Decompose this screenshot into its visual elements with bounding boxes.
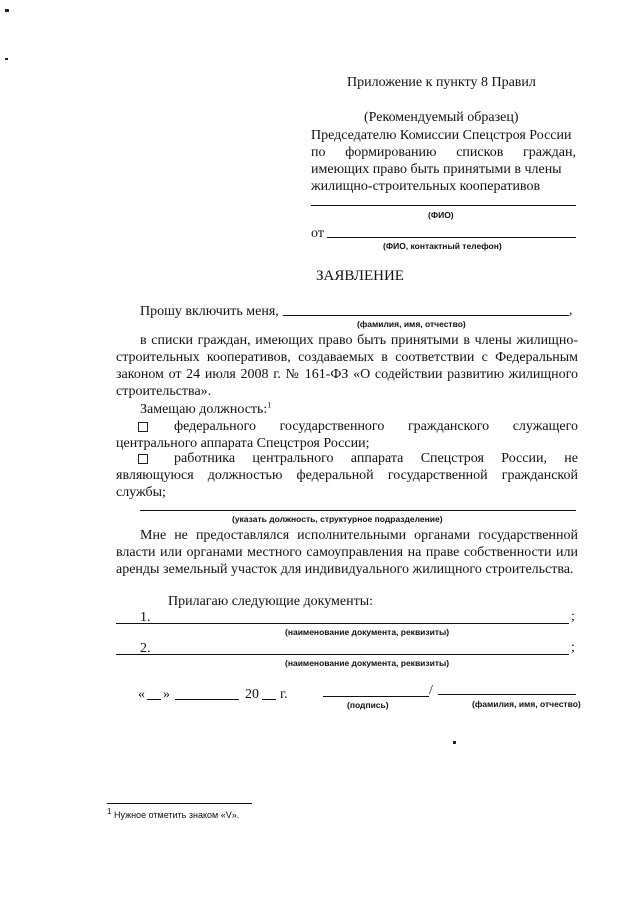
doc-number: 1. [140,610,151,625]
paragraph-2 [116,527,578,578]
from-label: от [311,226,324,241]
scan-speck [5,58,8,60]
scan-speck [5,9,9,12]
scan-speck [453,741,456,744]
checkbox-icon[interactable] [138,422,148,432]
doc-number: 2. [140,641,151,656]
option-2-cont [116,467,578,501]
year-suffix: г. [280,687,288,702]
position-caption: (указать должность, структурное подразделение) [232,514,443,524]
year-prefix: 20 [245,687,259,702]
document-title: ЗАЯВЛЕНИЕ [316,268,404,284]
paragraph-line: Мне не предоставлялся исполнительными органами государственной [140,528,578,543]
position-label-text: Замещаю должность: [140,402,268,417]
option-2 [138,450,578,467]
addressee-line: Председателю Комиссии Спецстроя России [311,128,572,143]
fio-caption: (ФИО) [428,210,454,220]
signature-name-caption: (фамилия, имя, отчество) [472,699,581,709]
addressee-line: имеющих право быть принятыми в члены [311,162,562,177]
option-line: службы; [116,485,166,500]
signature-slash: / [429,683,433,698]
paragraph-line: строительства». [116,384,212,399]
addressee-line: по формированию списков граждан, [311,145,576,160]
option-1 [138,418,578,435]
from-caption: (ФИО, контактный телефон) [383,241,502,251]
paragraph-line: в списки граждан, имеющих право быть принятыми в члены жилищно- [140,333,578,348]
year-line [262,699,276,700]
signature-line [323,696,429,697]
footnote [107,807,240,820]
footnote-separator [107,803,252,804]
date-open-quote: « [138,687,145,702]
footnote-reference: 1 [267,400,272,410]
paragraph-line: законом от 24 июля 2008 г. № 161-ФЗ «О содействии развитию жилищного [116,367,578,382]
option-line: центрального аппарата Спецстроя России; [116,436,370,451]
sample-note: (Рекомендуемый образец) [364,110,519,125]
signature-caption: (подпись) [347,700,389,710]
from-field-line [327,237,576,238]
doc-field-line [116,654,569,655]
date-month-line [175,699,239,700]
doc-field-line [116,623,569,624]
doc-end: ; [571,640,575,655]
attachments-label: Прилагаю следующие документы: [168,594,374,609]
option-line: федерального государственного гражданского служащего [174,419,578,434]
paragraph-line: аренды земельный участок для индивидуального жилищного строительства. [116,562,574,577]
date-close-quote: » [163,687,170,702]
option-line: работника центрального аппарата Спецстроя России, не [174,451,578,466]
position-label [140,401,271,418]
footnote-mark: 1 [107,807,112,816]
appendix-reference: Приложение к пункту 8 Правил [347,75,536,90]
option-line: являющуюся должностью федеральной государственной гражданской [116,468,578,483]
name-caption: (фамилия, имя, отчество) [357,319,466,329]
request-lead: Прошу включить меня, [140,304,279,319]
date-day-line [147,699,161,700]
request-comma: , [569,303,573,318]
signature-name-line [438,694,576,695]
addressee-block [311,127,576,195]
paragraph-line: власти или органами местного самоуправления на праве собственности или [116,545,578,560]
position-field-line [140,510,576,511]
footnote-text: Нужное отметить знаком «V». [113,810,240,820]
paragraph-line: строительных кооперативов, создаваемых в соответствии с Федеральным [116,350,578,365]
doc-caption: (наименование документа, реквизиты) [285,627,450,637]
paragraph-1 [116,332,578,400]
fio-field-line [311,205,576,206]
name-field-line [283,315,569,316]
addressee-line: жилищно-строительных кооперативов [311,179,541,194]
doc-caption: (наименование документа, реквизиты) [285,658,450,668]
doc-end: ; [571,609,575,624]
checkbox-icon[interactable] [138,454,148,464]
